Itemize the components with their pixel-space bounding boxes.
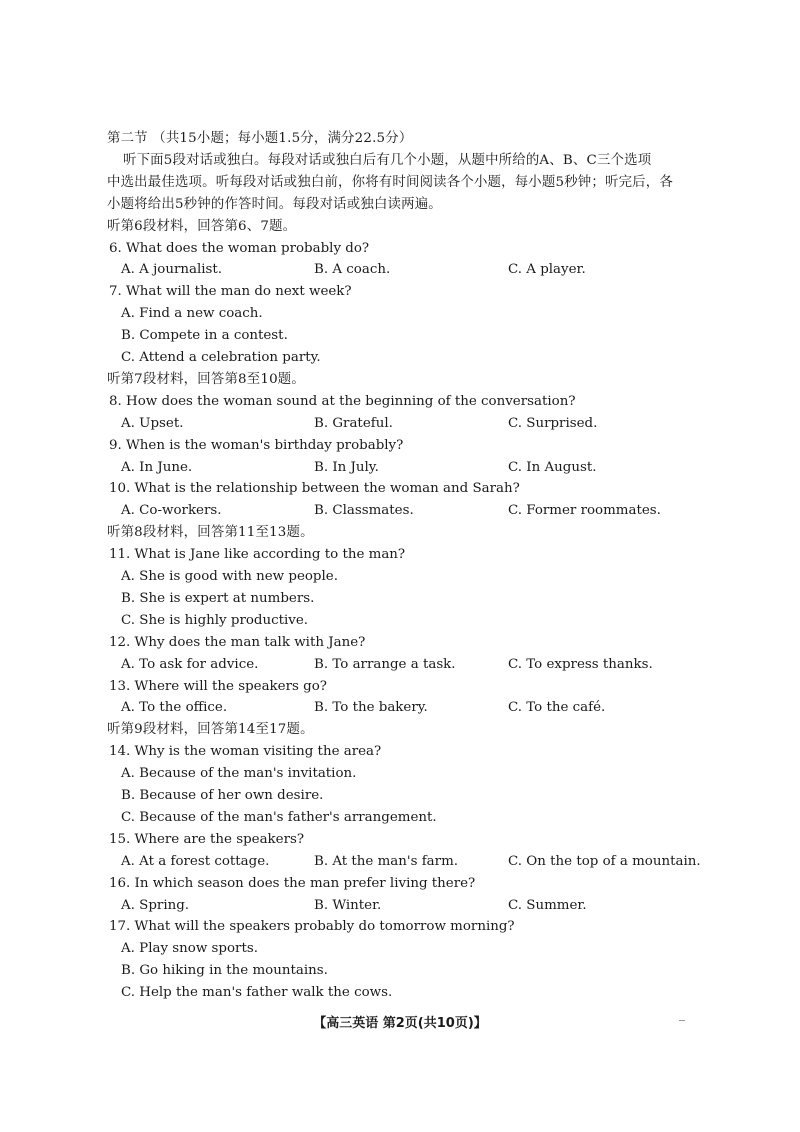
answer-option: A. Co-workers. [121, 503, 222, 519]
answer-option: A. She is good with new people. [121, 569, 338, 584]
question-stem: 11. What is Jane like according to the man? [109, 547, 406, 563]
answer-option: B. A coach. [314, 262, 391, 278]
material-group-heading: 听第8段材料，回答第11至13题。 [107, 525, 314, 541]
material-group-heading: 听第7段材料，回答第8至10题。 [107, 371, 305, 387]
answer-option: B. To the bakery. [314, 700, 428, 716]
answer-option: C. To express thanks. [508, 656, 653, 672]
instruction-line: 中选出最佳选项。听每段对话或独白前，你将有时间阅读各个小题，每小题5秒钟；听完后，各 [107, 174, 673, 190]
answer-option: B. She is expert at numbers. [121, 590, 315, 606]
answer-option: A. Find a new coach. [121, 306, 263, 322]
answer-option: A. To the office. [121, 700, 228, 716]
question-stem: 10. What is the relationship between the woman and Sarah? [109, 481, 520, 497]
answer-option: B. Classmates. [314, 503, 414, 519]
instruction-line: 听下面5段对话或独白。每段对话或独白后有几个小题，从题中所给的A、B、C三个选项 [123, 152, 652, 168]
answer-option: B. Compete in a contest. [121, 328, 288, 344]
question-stem: 17. What will the speakers probably do tomorrow morning? [109, 919, 515, 935]
answer-option: A. Upset. [121, 415, 184, 431]
answer-option: A. Play snow sports. [121, 941, 258, 957]
answer-option: A. In June. [121, 459, 193, 475]
answer-option: C. Help the man's father walk the cows. [121, 985, 393, 1001]
question-stem: 16. In which season does the man prefer living there? [109, 875, 476, 891]
answer-option: A. Spring. [121, 897, 190, 913]
answer-option: C. Summer. [508, 897, 587, 913]
question-stem: 14. Why is the woman visiting the area? [109, 744, 382, 760]
answer-option: C. To the café. [508, 700, 606, 716]
material-group-heading: 听第6段材料，回答第6、7题。 [107, 218, 297, 234]
question-stem: 9. When is the woman's birthday probably? [109, 437, 404, 453]
answer-option: A. A journalist. [121, 262, 223, 278]
answer-option: A. To ask for advice. [121, 656, 259, 672]
material-group-heading: 听第9段材料，回答第14至17题。 [107, 722, 314, 738]
question-stem: 6. What does the woman probably do? [109, 240, 370, 256]
answer-option: B. Winter. [314, 897, 382, 913]
answer-option: C. Attend a celebration party. [121, 350, 321, 365]
page-footer: 【高三英语 第2页(共10页)】 [313, 1016, 487, 1031]
answer-option: C. On the top of a mountain. [508, 853, 701, 869]
question-stem: 8. How does the woman sound at the beginning of the conversation? [109, 393, 576, 409]
answer-option: A. At a forest cottage. [121, 853, 270, 869]
answer-option: C. Because of the man's father's arrangement. [121, 809, 437, 825]
answer-option: C. She is highly productive. [121, 612, 309, 628]
answer-option: C. Surprised. [508, 415, 598, 431]
question-stem: 7. What will the man do next week? [109, 284, 352, 300]
answer-option: C. A player. [508, 262, 586, 278]
answer-option: B. Grateful. [314, 415, 393, 431]
answer-option: B. Because of her own desire. [121, 788, 324, 803]
answer-option: B. Go hiking in the mountains. [121, 963, 328, 979]
answer-option: B. At the man's farm. [314, 853, 459, 869]
question-stem: 15. Where are the speakers? [109, 831, 305, 847]
answer-option: C. In August. [508, 459, 597, 475]
answer-option: A. Because of the man's invitation. [121, 766, 357, 782]
question-stem: 12. Why does the man talk with Jane? [109, 634, 366, 650]
answer-option: B. In July. [314, 459, 379, 475]
answer-option: B. To arrange a task. [314, 656, 456, 672]
scan-mark [679, 1020, 685, 1021]
section-heading: 第二节 （共15小题；每小题1.5分，满分22.5分） [107, 131, 413, 146]
instruction-line: 小题将给出5秒钟的作答时间。每段对话或独白读两遍。 [107, 196, 442, 212]
answer-option: C. Former roommates. [508, 503, 661, 519]
question-stem: 13. Where will the speakers go? [109, 678, 327, 694]
